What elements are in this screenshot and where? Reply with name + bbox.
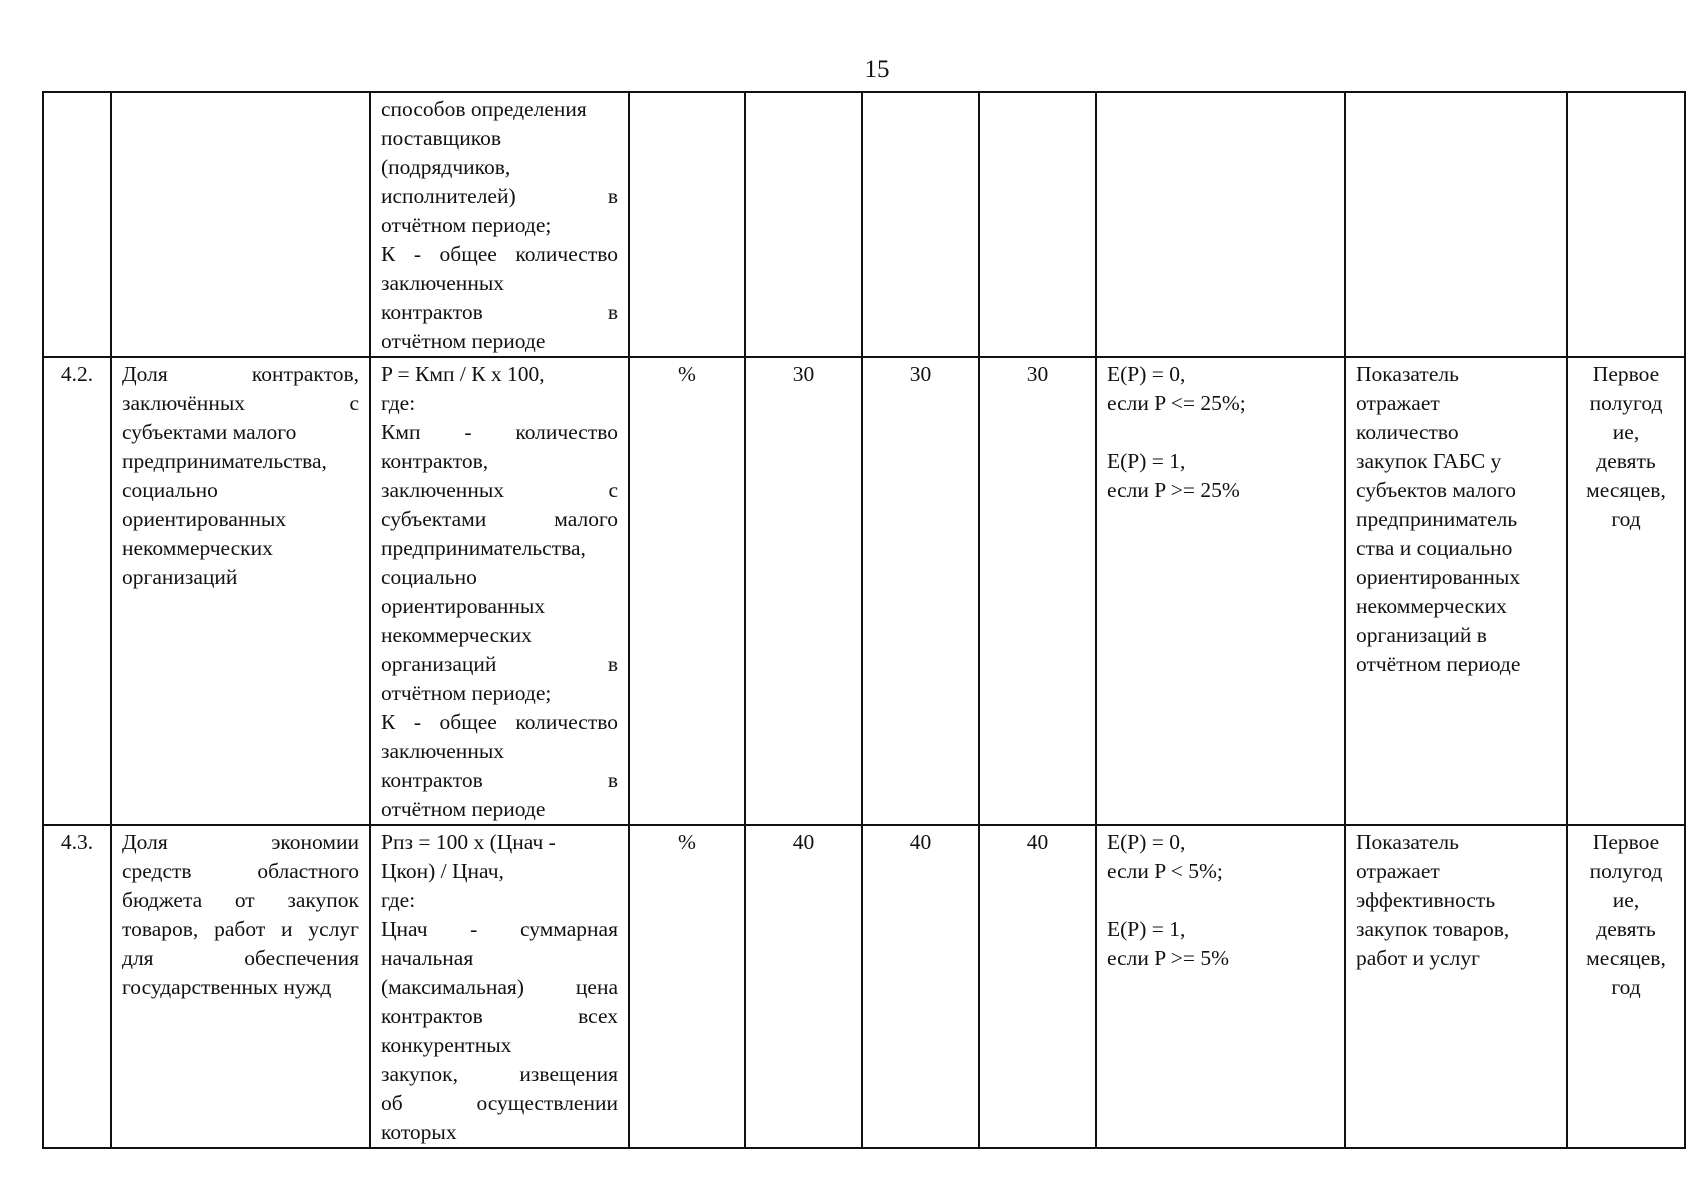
cell-line: Доля экономии <box>122 830 359 854</box>
cell-line: для обеспечения <box>122 946 359 970</box>
cell-line: если P < 5%; <box>1107 859 1223 883</box>
cell-line: субъектов малого <box>1356 478 1517 502</box>
cell-line: Кмп - количество <box>381 420 618 444</box>
table-row <box>43 92 1685 357</box>
cell-line: девять <box>1596 917 1656 941</box>
row-number: 4.2. <box>43 357 111 825</box>
cell-line: если P >= 25% <box>1107 478 1240 502</box>
cell-line: Цкон) / Цнач, <box>381 859 504 883</box>
target-value-v3 <box>979 92 1096 357</box>
cell-line: количество <box>1356 420 1459 444</box>
cell-line: поставщиков <box>381 126 502 150</box>
calculation-formula <box>370 92 629 357</box>
cell-line: товаров, работ и услуг <box>122 917 359 941</box>
cell-line: контрактов в <box>381 768 618 792</box>
target-value-v1: 40 <box>745 825 862 1148</box>
cell-line: Цнач - суммарная <box>381 917 618 941</box>
cell-line: заключённых с <box>122 391 359 415</box>
cell-line: ориентированных <box>1356 565 1521 589</box>
cell-line: Показатель <box>1356 362 1459 386</box>
indicator-description <box>1345 357 1567 825</box>
cell-line: контрактов, <box>381 449 489 473</box>
cell-line: девять <box>1596 449 1656 473</box>
unit-of-measure <box>629 92 745 357</box>
cell-line: об осуществлении <box>381 1091 618 1115</box>
indicator-name <box>111 357 370 825</box>
cell-line: организаций в <box>1356 623 1487 647</box>
cell-line: ориентированных <box>122 507 287 531</box>
cell-line: ориентированных <box>381 594 546 618</box>
cell-line: E(P) = 0, <box>1107 830 1186 854</box>
cell-line: отражает <box>1356 859 1440 883</box>
cell-line: полугод <box>1589 859 1663 883</box>
table-row <box>43 825 1685 1148</box>
cell-line <box>1107 886 1334 915</box>
cell-line: субъектами малого <box>381 507 618 531</box>
cell-line: E(P) = 1, <box>1107 917 1186 941</box>
cell-line: закупок, извещения <box>381 1062 618 1086</box>
cell-line: если P <= 25%; <box>1107 391 1246 415</box>
indicator-description <box>1345 92 1567 357</box>
target-value-v1: 30 <box>745 357 862 825</box>
cell-line: некоммерческих <box>1356 594 1507 618</box>
indicator-name <box>111 92 370 357</box>
cell-line: заключенных <box>381 271 505 295</box>
cell-line: К - общее количество <box>381 710 618 734</box>
cell-line: предпринимательства, <box>381 536 586 560</box>
indicator-description <box>1345 825 1567 1148</box>
calculation-formula <box>370 357 629 825</box>
cell-line: бюджета от закупок <box>122 888 359 912</box>
unit-of-measure: % <box>629 357 745 825</box>
cell-line: предприниматель <box>1356 507 1518 531</box>
target-value-v1 <box>745 92 862 357</box>
cell-line: отчётном периоде <box>1356 652 1521 676</box>
cell-line: закупок товаров, <box>1356 917 1510 941</box>
cell-line: год <box>1611 975 1641 999</box>
cell-line: контрактов всех <box>381 1004 618 1028</box>
evaluation-criteria <box>1096 357 1345 825</box>
cell-line: социально <box>381 565 477 589</box>
cell-line: работ и услуг <box>1356 946 1480 970</box>
cell-line: отчётном периоде; <box>381 681 552 705</box>
cell-line: которых <box>381 1120 457 1144</box>
cell-line: ства и социально <box>1356 536 1513 560</box>
cell-line: Первое <box>1592 362 1660 386</box>
cell-line: организаций в <box>381 652 618 676</box>
reporting-period <box>1567 92 1685 357</box>
cell-line: конкурентных <box>381 1033 512 1057</box>
target-value-v3: 40 <box>979 825 1096 1148</box>
cell-line: Pпз = 100 х (Цнач - <box>381 830 556 854</box>
cell-line: ие, <box>1612 888 1640 912</box>
cell-line: контрактов в <box>381 300 618 324</box>
cell-line: (подрядчиков, <box>381 155 511 179</box>
cell-line: предпринимательства, <box>122 449 327 473</box>
cell-line: E(P) = 1, <box>1107 449 1186 473</box>
page-number: 15 <box>864 56 890 83</box>
cell-line: отражает <box>1356 391 1440 415</box>
cell-line: заключенных <box>381 739 505 763</box>
cell-line: некоммерческих <box>381 623 532 647</box>
cell-line: месяцев, <box>1586 946 1666 970</box>
cell-line: E(P) = 0, <box>1107 362 1186 386</box>
cell-line: исполнителей) в <box>381 184 618 208</box>
indicator-name <box>111 825 370 1148</box>
row-number <box>43 92 111 357</box>
target-value-v2: 30 <box>862 357 979 825</box>
cell-line: некоммерческих <box>122 536 273 560</box>
cell-line: К - общее количество <box>381 242 618 266</box>
cell-line: отчётном периоде; <box>381 213 552 237</box>
cell-line <box>1107 418 1334 447</box>
evaluation-criteria <box>1096 825 1345 1148</box>
evaluation-criteria <box>1096 92 1345 357</box>
target-value-v2 <box>862 92 979 357</box>
table-row <box>43 357 1685 825</box>
cell-line: полугод <box>1589 391 1663 415</box>
target-value-v2: 40 <box>862 825 979 1148</box>
cell-line: ие, <box>1612 420 1640 444</box>
cell-line: субъектами малого <box>122 420 297 444</box>
cell-line: отчётном периоде <box>381 797 546 821</box>
reporting-period <box>1567 357 1685 825</box>
cell-line: закупок ГАБС у <box>1356 449 1502 473</box>
cell-line: (максимальная) цена <box>381 975 618 999</box>
cell-line: отчётном периоде <box>381 329 546 353</box>
indicators-table <box>42 91 1686 1149</box>
cell-line: государственных нужд <box>122 975 332 999</box>
calculation-formula <box>370 825 629 1148</box>
reporting-period <box>1567 825 1685 1148</box>
cell-line: месяцев, <box>1586 478 1666 502</box>
cell-line: где: <box>381 888 416 912</box>
table-body <box>43 92 1685 1148</box>
cell-line: организаций <box>122 565 238 589</box>
cell-line: год <box>1611 507 1641 531</box>
cell-line: Первое <box>1592 830 1660 854</box>
cell-line: заключенных с <box>381 478 618 502</box>
cell-line: Доля контрактов, <box>122 362 359 386</box>
cell-line: социально <box>122 478 218 502</box>
cell-line: P = Кмп / К х 100, <box>381 362 545 386</box>
cell-line: средств областного <box>122 859 359 883</box>
cell-line: способов определения <box>381 97 587 121</box>
unit-of-measure: % <box>629 825 745 1148</box>
target-value-v3: 30 <box>979 357 1096 825</box>
cell-line: если P >= 5% <box>1107 946 1230 970</box>
cell-line: эффективность <box>1356 888 1496 912</box>
row-number: 4.3. <box>43 825 111 1148</box>
cell-line: Показатель <box>1356 830 1459 854</box>
cell-line: начальная <box>381 946 474 970</box>
cell-line: где: <box>381 391 416 415</box>
